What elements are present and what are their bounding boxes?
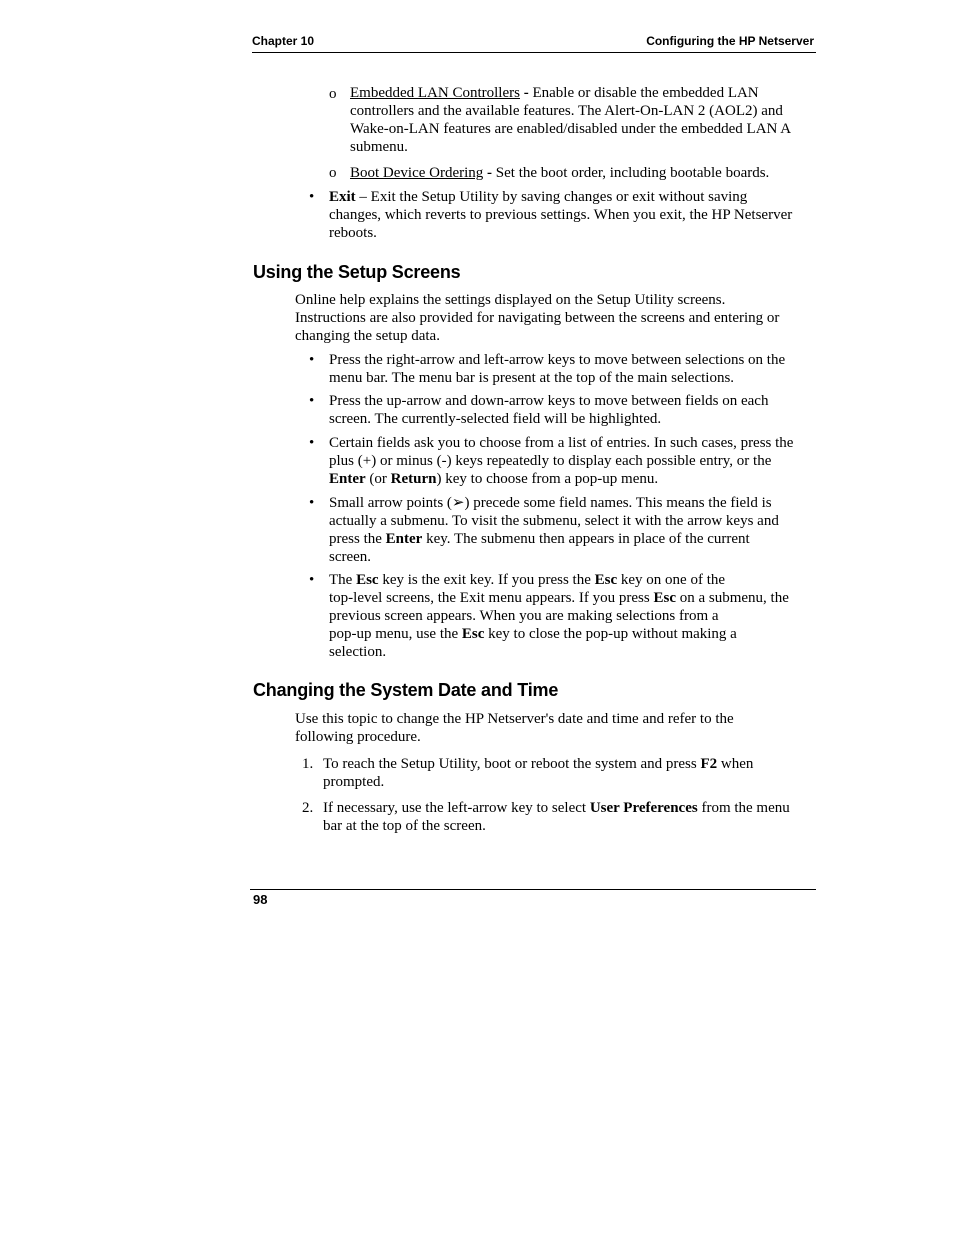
- step-number: 1.: [302, 756, 314, 772]
- bullet-marker: •: [309, 393, 315, 409]
- section2-intro: Use this topic to change the HP Netserver's date and time and refer to the following procedure.: [295, 711, 734, 745]
- bullet-certain-fields: Certain fields ask you to choose from a list of entries. In such cases, press the plus (+) or minus (-) keys repeatedly to display each possible entry, or the Enter (or Return) key to choose from a pop-up menu.: [329, 435, 794, 487]
- sub-item-boot-device: Boot Device Ordering - Set the boot order, including bootable boards.: [350, 165, 770, 181]
- bullet-marker: •: [309, 572, 315, 588]
- chapter-label: Chapter 10: [252, 34, 315, 48]
- bullet-marker: •: [309, 495, 315, 511]
- section-title: Configuring the HP Netserver: [646, 34, 814, 48]
- section1-intro: Online help explains the settings displayed on the Setup Utility screens. Instructions are also provided for navigating between the screens and entering or changing the setup data.: [295, 292, 780, 344]
- bullet-arrow-points: Small arrow points (➢) precede some field names. This means the field is actually a submenu. To visit the submenu, select it with the arrow keys and press the Enter key. The submenu then appears in place of the current screen.: [329, 495, 779, 565]
- sub-bullet-marker: o: [329, 86, 337, 102]
- step-reach-setup: To reach the Setup Utility, boot or reboot the system and press F2 when prompted.: [323, 756, 754, 790]
- bullet-marker: •: [309, 352, 315, 368]
- sub-item-embedded-lan: Embedded LAN Controllers - Enable or disable the embedded LAN controllers and the available features. The Alert-On-LAN 2 (AOL2) and Wake-on-LAN features are enabled/disabled under the embedded LAN A submenu.: [350, 85, 792, 155]
- boot-device-link: Boot Device Ordering: [350, 165, 484, 181]
- embedded-lan-link: Embedded LAN Controllers: [350, 85, 520, 101]
- step-select-preferences: If necessary, use the left-arrow key to select User Preferences from the menu bar at the top of the screen.: [323, 800, 790, 834]
- bullet-right-left-arrow: Press the right-arrow and left-arrow keys to move between selections on the menu bar. The menu bar is present at the top of the main selections.: [329, 352, 786, 386]
- bullet-exit: Exit – Exit the Setup Utility by saving changes or exit without saving changes, which reverts to previous settings. When you exit, the HP Netserver reboots.: [329, 189, 793, 241]
- bullet-esc-key: The Esc key is the exit key. If you press the Esc key on one of the top-level screens, the Exit menu appears. If you press Esc on a submenu, the previous screen appears. When you are making selections from a pop-up menu, use the Esc key to close the pop-up without making a selection.: [329, 572, 789, 660]
- page-header: [252, 34, 816, 53]
- page-number: 98: [253, 892, 268, 907]
- section-heading-date-time: Changing the System Date and Time: [253, 680, 559, 700]
- section-heading-setup-screens: Using the Setup Screens: [253, 262, 461, 282]
- step-number: 2.: [302, 800, 314, 816]
- sub-bullet-marker: o: [329, 165, 337, 181]
- bullet-marker: •: [309, 435, 315, 451]
- bullet-marker: •: [309, 189, 315, 205]
- bullet-up-down-arrow: Press the up-arrow and down-arrow keys to move between fields on each screen. The currently-selected field will be highlighted.: [329, 393, 769, 427]
- footer-rule: [250, 889, 816, 890]
